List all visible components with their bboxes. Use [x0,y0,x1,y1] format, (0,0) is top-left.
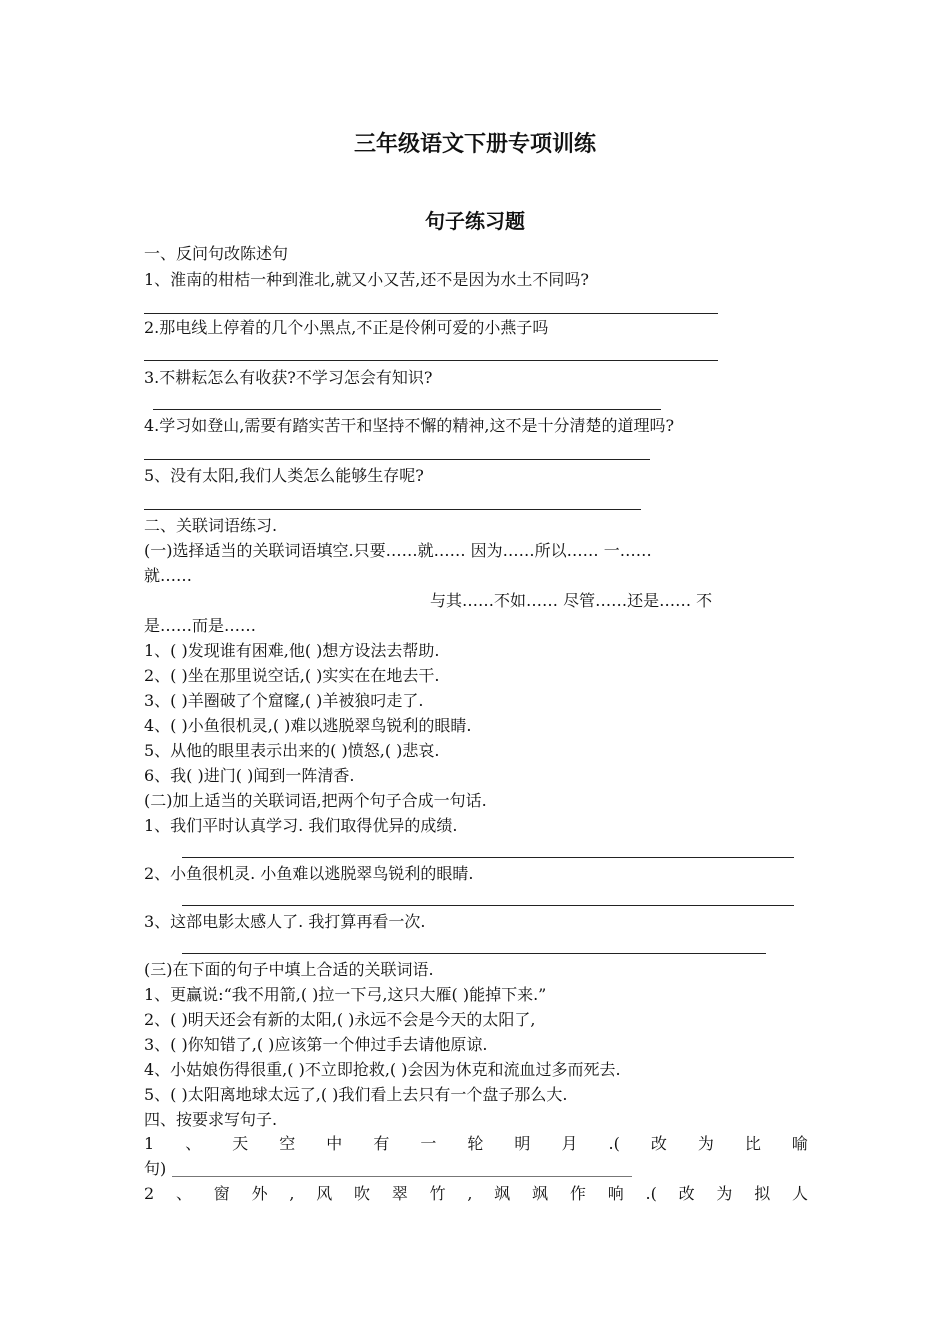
part-1-item-5: 5、从他的眼里表示出来的( )愤怒,( )悲哀. [144,741,440,760]
token: 改 [678,1184,695,1203]
section-4-item-2 [144,1184,808,1204]
question-1-4: 4.学习如登山,需要有踏实苦干和坚持不懈的精神,这不是十分清楚的道理吗? [144,416,675,435]
token: 飒 [532,1184,549,1203]
part-2-item-1: 1、我们平时认真学习. 我们取得优异的成绩. [144,816,458,835]
token: 竹 [429,1184,446,1203]
page-title: 三年级语文下册专项训练 [353,132,596,157]
part-3-item-1: 1、更赢说:“我不用箭,( )拉一下弓,这只大雁( )能掉下来.” [144,985,547,1004]
token: , [289,1184,295,1203]
token: 拟 [754,1184,771,1203]
token: 比 [744,1134,761,1153]
token: 人 [791,1184,808,1203]
token: .( [608,1134,620,1153]
part-2-item-3: 3、这部电影太感人了. 我打算再看一次. [144,912,426,931]
answer-line[interactable] [153,409,661,410]
token: 窗 [213,1184,230,1203]
token: 有 [373,1134,390,1153]
part-2-item-2: 2、小鱼很机灵. 小鱼难以逃脱翠鸟锐利的眼睛. [144,864,474,883]
token: 月 [561,1134,578,1153]
token: 喻 [791,1134,808,1153]
question-1-2: 2.那电线上停着的几个小黑点,不正是伶俐可爱的小燕子吗 [144,318,549,337]
part-3-item-2: 2、( )明天还会有新的太阳,( )永远不会是今天的太阳了, [144,1010,536,1029]
token: 中 [326,1134,343,1153]
answer-line[interactable] [182,953,766,954]
token: 明 [514,1134,531,1153]
token: 2 [144,1184,155,1203]
part-1-instruction-cont: 就…… [144,566,193,585]
token: 响 [607,1184,624,1203]
part-3-item-3: 3、( )你知错了,( )应该第一个伸过手去请他原谅. [144,1035,488,1054]
answer-line[interactable] [172,1176,632,1177]
part-1-item-2: 2、( )坐在那里说空话,( )实实在在地去干. [144,666,440,685]
token: , [467,1184,473,1203]
part-1-instruction: (一)选择适当的关联词语填空.只要……就…… 因为……所以…… 一…… [144,541,652,560]
token: 吹 [354,1184,371,1203]
answer-line[interactable] [144,360,718,361]
page-subtitle: 句子练习题 [425,209,525,233]
token: 飒 [494,1184,511,1203]
section-4-item-1 [144,1134,808,1154]
answer-line[interactable] [144,459,650,460]
question-1-1: 1、淮南的柑桔一种到淮北,就又小又苦,还不是因为水土不同吗? [144,270,589,289]
token: 改 [650,1134,667,1153]
part-3-heading: (三)在下面的句子中填上合适的关联词语. [144,960,434,979]
section-4-heading: 四、按要求写句子. [144,1110,278,1129]
token: 、 [175,1184,192,1203]
part-1-item-1: 1、( )发现谁有困难,他( )想方设法去帮助. [144,641,440,660]
token: .( [645,1184,657,1203]
answer-line[interactable] [144,509,641,510]
token: 轮 [467,1134,484,1153]
question-1-3: 3.不耕耘怎么有收获?不学习怎会有知识? [144,368,433,387]
question-1-5: 5、没有太阳,我们人类怎么能够生存呢? [144,466,424,485]
part-1-item-6: 6、我( )进门( )闻到一阵清香. [144,766,355,785]
token: 翠 [391,1184,408,1203]
token: 一 [420,1134,437,1153]
part-1-word-options-cont: 是……而是…… [144,616,257,635]
part-1-item-4: 4、( )小鱼很机灵,( )难以逃脱翠鸟锐利的眼睛. [144,716,472,735]
answer-line[interactable] [182,905,794,906]
answer-line[interactable] [144,313,718,314]
part-1-word-options: 与其……不如…… 尽管……还是…… 不 [430,591,713,610]
part-3-item-4: 4、小姑娘伤得很重,( )不立即抢救,( )会因为休克和流血过多而死去. [144,1060,621,1079]
token: 风 [316,1184,333,1203]
token: 为 [697,1134,714,1153]
section-4-item-1-tail: 句) [144,1159,167,1178]
part-1-item-3: 3、( )羊圈破了个窟窿,( )羊被狼叼走了. [144,691,424,710]
token: 外 [251,1184,268,1203]
section-1-heading: 一、反问句改陈述句 [144,244,289,263]
token: 、 [185,1134,202,1153]
token: 作 [569,1184,586,1203]
answer-line[interactable] [182,857,794,858]
token: 为 [716,1184,733,1203]
token: 1 [144,1134,155,1153]
section-2-heading: 二、关联词语练习. [144,516,278,535]
part-3-item-5: 5、( )太阳离地球太远了,( )我们看上去只有一个盘子那么大. [144,1085,568,1104]
part-2-heading: (二)加上适当的关联词语,把两个句子合成一句话. [144,791,487,810]
token: 空 [279,1134,296,1153]
token: 天 [232,1134,249,1153]
